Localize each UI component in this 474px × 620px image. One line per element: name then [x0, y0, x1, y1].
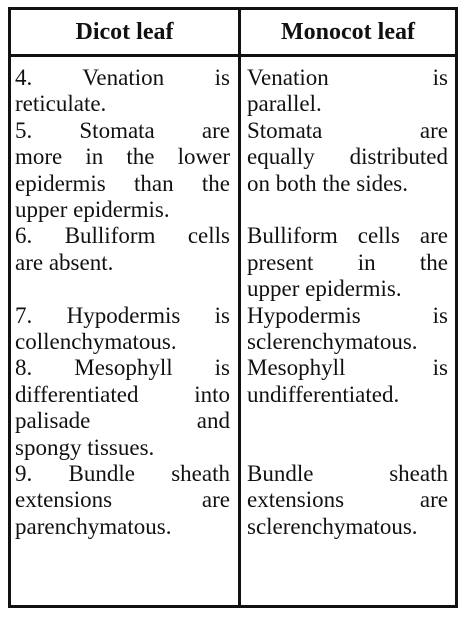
dicot-cell	[15, 223, 230, 302]
dicot-cell-line: 5. Stomata are	[15, 117, 230, 143]
monocot-cell-line: present in the	[247, 249, 448, 275]
monocot-cell-line: Bulliform cells are	[247, 223, 448, 249]
dicot-cell-line: are absent.	[15, 249, 114, 275]
cell-spacer	[247, 197, 448, 223]
dicot-cell	[15, 355, 230, 461]
monocot-cell-line: Mesophyll is	[247, 355, 448, 381]
monocot-cell	[247, 303, 448, 356]
dicot-cell-line: 9. Bundle sheath	[15, 461, 230, 487]
dicot-cell-line: 4. Venation is	[15, 65, 230, 90]
comparison-table	[8, 7, 458, 608]
dicot-column	[15, 65, 230, 540]
cell-spacer	[15, 276, 230, 302]
cell-spacer	[247, 435, 448, 461]
monocot-cell	[247, 118, 448, 224]
dicot-cell	[15, 303, 230, 356]
monocot-cell	[247, 65, 448, 118]
monocot-cell-line: on both the sides.	[247, 170, 408, 196]
monocot-cell-line: parallel.	[247, 91, 322, 117]
monocot-cell-line: Bundle sheath	[247, 461, 448, 487]
monocot-cell-line: undifferentiated.	[247, 381, 400, 407]
dicot-cell-line: collenchymatous.	[15, 329, 177, 355]
table-header-row	[11, 10, 455, 57]
monocot-cell	[247, 355, 448, 461]
header-monocot-leaf: Monocot leaf	[281, 19, 415, 45]
dicot-cell-line: parenchymatous.	[15, 513, 172, 539]
monocot-cell-line: extensions are	[247, 487, 448, 513]
monocot-cell-line: Venation is	[247, 65, 448, 90]
dicot-cell-line: 7. Hypodermis is	[15, 302, 230, 328]
monocot-cell	[247, 461, 448, 540]
dicot-cell	[15, 65, 230, 118]
dicot-cell-line: more in the lower	[15, 144, 230, 170]
dicot-cell-line: 8. Mesophyll is	[15, 355, 230, 381]
column-divider	[238, 10, 241, 605]
dicot-cell-line: differentiated into	[15, 381, 230, 407]
cell-spacer	[247, 408, 448, 434]
monocot-cell-line: upper epidermis.	[247, 276, 402, 302]
dicot-cell-line: spongy tissues.	[15, 434, 155, 460]
monocot-cell-line: Stomata are	[247, 117, 448, 143]
dicot-cell-line: palisade and	[15, 408, 230, 434]
monocot-cell-line: equally distributed	[247, 144, 448, 170]
monocot-column	[247, 65, 448, 540]
header-dicot-leaf: Dicot leaf	[75, 19, 174, 45]
monocot-cell-line: sclerenchymatous.	[247, 329, 418, 355]
dicot-cell-line: extensions are	[15, 487, 230, 513]
dicot-cell-line: reticulate.	[15, 91, 107, 117]
monocot-cell	[247, 223, 448, 302]
dicot-cell-line: upper epidermis.	[15, 197, 170, 223]
monocot-cell-line: Hypodermis is	[247, 302, 448, 328]
monocot-cell-line: sclerenchymatous.	[247, 513, 418, 539]
dicot-cell-line: 6. Bulliform cells	[15, 223, 230, 249]
dicot-cell-line: epidermis than the	[15, 170, 230, 196]
dicot-cell	[15, 461, 230, 540]
dicot-cell	[15, 118, 230, 224]
